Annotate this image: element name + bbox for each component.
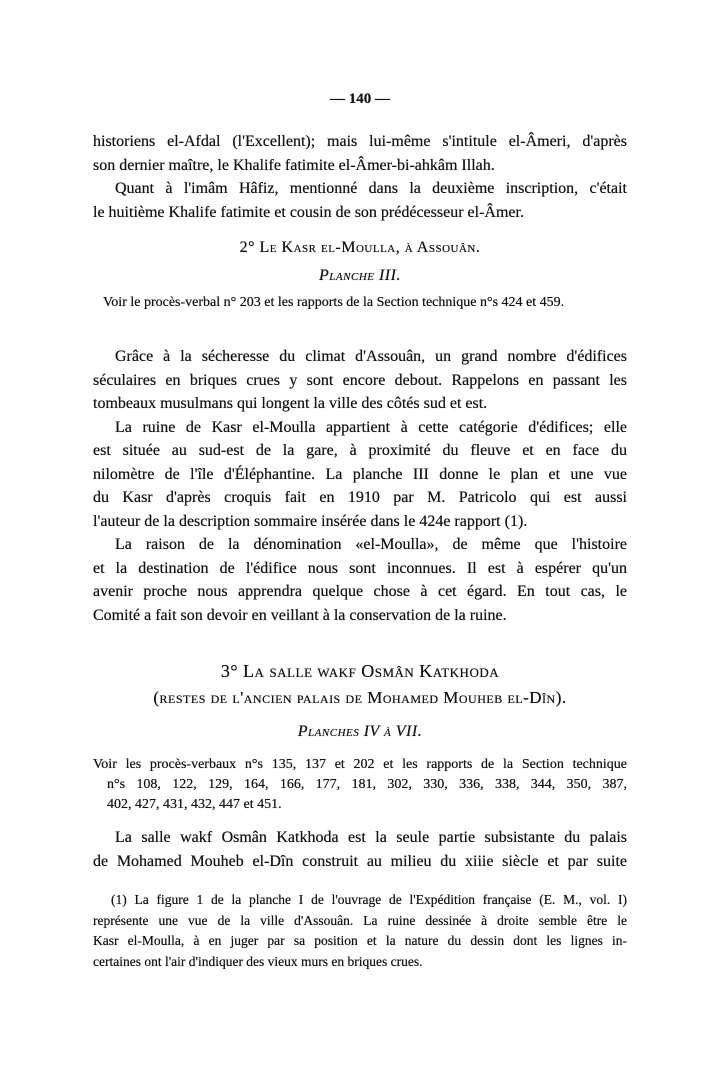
text-line: l'auteur de la description sommaire insérée dans le 424e rapport (1). xyxy=(93,512,528,530)
text-line: de Mohamed Mouheb el-Dîn construit au milieu du xiiie siècle et par suite xyxy=(93,852,627,870)
footnote-line: représente une vue de la ville d'Assouân. La ruine dessinée à droite semble être le xyxy=(93,912,627,928)
reference-line: 402, 427, 431, 432, 447 et 451. xyxy=(107,797,282,812)
text-line: Grâce à la sécheresse du climat d'Assouân, un grand nombre d'édifices xyxy=(115,348,627,365)
reference-line: Voir le procès-verbal n° 203 et les rapports de la Section technique n°s 424 et 459. xyxy=(103,295,565,310)
section-3-planches: Planches IV à VII. xyxy=(297,723,423,740)
paragraph xyxy=(93,416,627,534)
reference-line: n°s 108, 122, 129, 164, 166, 177, 181, 302, 330, 336, 338, 344, 350, 387, xyxy=(107,777,627,792)
section-3-subheading: (restes de l'ancien palais de Mohamed Mouheb el-Dîn). xyxy=(153,688,567,707)
paragraph xyxy=(93,345,627,416)
text-line: La salle wakf Osmân Katkhoda est la seule partie subsistante du palais xyxy=(115,829,627,846)
text-line: et la destination de l'édifice nous sont inconnues. Il est à espérer qu'un xyxy=(93,559,627,577)
section-2-planche: Planche III. xyxy=(319,267,401,284)
footnote xyxy=(93,890,627,972)
text-line: du Kasr d'après croquis fait en 1910 par M. Patricolo qui est aussi xyxy=(93,489,627,506)
section-3-heading: 3° La salle wakf Osmân Katkhoda xyxy=(220,661,500,681)
text-line: tombeaux musulmans qui longent la ville des côtés sud et est. xyxy=(93,395,488,412)
text-line: Comité a fait son devoir en veillant à la conservation de la ruine. xyxy=(93,606,507,624)
text-line: est située au sud-est de la gare, à proximité du fleuve et en face du xyxy=(93,442,627,459)
text-line: séculaires en briques crues y sont encore debout. Rappelons en passant les xyxy=(93,371,627,389)
section-3-body xyxy=(93,826,627,873)
intro-paragraph xyxy=(93,130,627,224)
text-line: nilomètre de l'île d'Éléphantine. La planche III donne le plan et une vue xyxy=(93,465,627,483)
footnote-line: Kasr el-Moulla, à en juger par sa position et la nature du dessin dont les lignes in- xyxy=(93,933,627,948)
footnote-line: certaines ont l'air d'indiquer des vieux murs en briques crues. xyxy=(93,953,423,969)
text-line: son dernier maître, le Khalife fatimite el-Âmer-bi-ahkâm Illah. xyxy=(93,156,495,174)
text-line: historiens el-Afdal (l'Excellent); mais lui-même s'intitule el-Âmeri, d'après xyxy=(93,133,627,150)
reference-line: Voir les procès-verbaux n°s 135, 137 et 202 et les rapports de la Section technique xyxy=(93,757,627,772)
text-line: La raison de la dénomination «el-Moulla», de même que l'histoire xyxy=(115,536,627,553)
text-line: La ruine de Kasr el-Moulla appartient à cette catégorie d'édifices; elle xyxy=(115,418,627,436)
section-2-heading: 2° Le Kasr el-Moulla, à Assouân. xyxy=(239,239,481,256)
text-line: Quant à l'imâm Hâfiz, mentionné dans la deuxième inscription, c'était xyxy=(115,180,627,197)
paragraph xyxy=(93,533,627,627)
footnote-line: (1) La figure 1 de la planche I de l'ouvrage de l'Expédition française (E. M., vol. I) xyxy=(111,892,627,907)
section-3-references xyxy=(93,755,627,815)
text-line: avenir proche nous apprendra quelque chose à cet égard. En tout cas, le xyxy=(93,583,627,600)
section-2-body xyxy=(93,345,627,627)
page-number: — 140 — xyxy=(330,91,390,107)
section-2-references xyxy=(103,293,628,313)
text-line: le huitième Khalife fatimite et cousin de son prédécesseur el-Âmer. xyxy=(93,203,524,221)
